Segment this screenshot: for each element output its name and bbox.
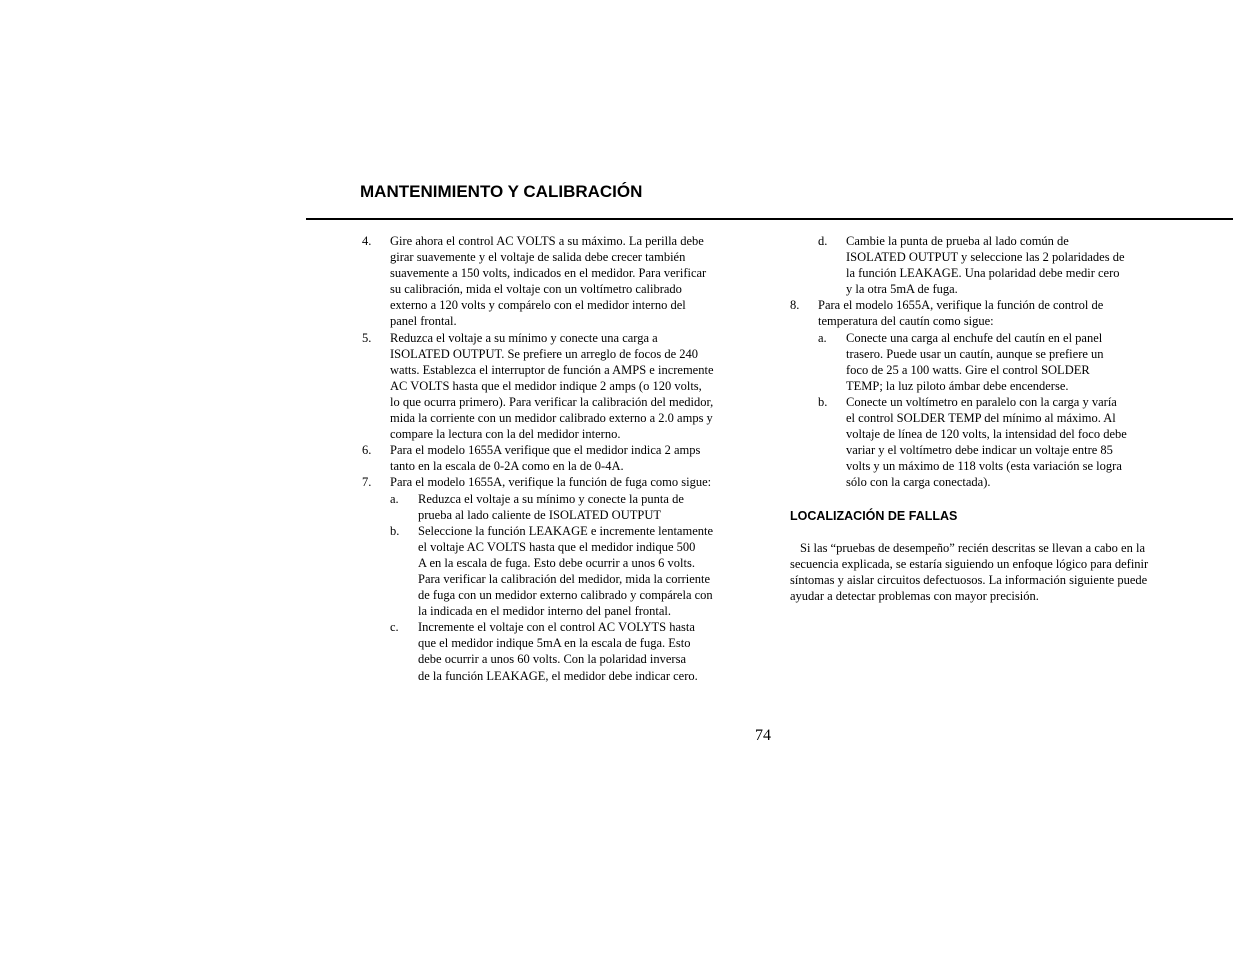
list-item-4 bbox=[362, 233, 762, 330]
item-number: 6. bbox=[362, 443, 372, 458]
text-line: Si las “pruebas de desempeño” recién descritas se llevan a cabo en la bbox=[800, 540, 1145, 555]
sub-item-a bbox=[818, 330, 1210, 394]
text-line: Para el modelo 1655A, verifique la función de fuga como sigue: bbox=[390, 475, 712, 490]
item-number: 8. bbox=[790, 298, 800, 313]
section-heading: LOCALIZACIÓN DE FALLAS bbox=[790, 508, 958, 523]
text-line: girar suavemente y el voltaje de salida debe crecer también bbox=[390, 250, 686, 265]
text-line: Reduzca el voltaje a su mínimo y conecte una carga a bbox=[390, 330, 658, 345]
text-line: Incremente el voltaje con el control AC VOLYTS hasta bbox=[418, 620, 695, 635]
item-number: 5. bbox=[362, 330, 372, 345]
header-rule bbox=[306, 218, 1233, 220]
sub-item-letter: b. bbox=[390, 523, 400, 538]
sub-item-letter: a. bbox=[818, 330, 827, 345]
text-line: trasero. Puede usar un cautín, aunque se prefiere un bbox=[846, 346, 1104, 361]
sub-item-b bbox=[390, 523, 762, 620]
text-line: panel frontal. bbox=[390, 314, 457, 329]
text-line: ISOLATED OUTPUT y seleccione las 2 polaridades de bbox=[846, 250, 1125, 265]
text-line: A en la escala de fuga. Esto debe ocurrir a unos 6 volts. bbox=[418, 555, 695, 570]
text-line: Conecte una carga al enchufe del cautín en el panel bbox=[846, 330, 1103, 345]
text-line: volts y un máximo de 118 volts (esta variación se logra bbox=[846, 459, 1122, 474]
text-line: la función LEAKAGE. Una polaridad debe medir cero bbox=[846, 266, 1120, 281]
text-line: suavemente a 150 volts, indicados en el medidor. Para verificar bbox=[390, 266, 707, 281]
text-line: Cambie la punta de prueba al lado común de bbox=[846, 234, 1069, 248]
item-text bbox=[390, 233, 762, 330]
list-item-5 bbox=[362, 330, 762, 443]
item-text bbox=[818, 297, 1210, 490]
text-line: su calibración, mida el voltaje con un voltímetro calibrado bbox=[390, 282, 682, 297]
list-item-7 bbox=[362, 474, 762, 683]
section-title: MANTENIMIENTO Y CALIBRACIÓN bbox=[360, 182, 643, 201]
text-line: compare la lectura con la del medidor interno. bbox=[390, 427, 621, 442]
text-line: foco de 25 a 100 watts. Gire el control SOLDER bbox=[846, 362, 1090, 377]
text-line: tanto en la escala de 0-2A como en la de 0-4A. bbox=[390, 459, 624, 474]
text-line: prueba al lado caliente de ISOLATED OUTPUT bbox=[418, 507, 661, 522]
text-line: lo que ocurra primero). Para verificar la calibración del medidor, bbox=[390, 394, 714, 409]
right-column bbox=[790, 233, 1210, 604]
text-line: Conecte un voltímetro en paralelo con la carga y varía bbox=[846, 394, 1117, 409]
page-number: 74 bbox=[755, 727, 771, 744]
text-line: Para el modelo 1655A verifique que el medidor indica 2 amps bbox=[390, 443, 701, 458]
text-line: Para el modelo 1655A, verifique la función de control de bbox=[818, 298, 1104, 313]
list-item-8 bbox=[790, 297, 1210, 490]
item-text bbox=[390, 442, 762, 474]
text-line: Seleccione la función LEAKAGE e incremente lentamente bbox=[418, 523, 714, 538]
sub-item-c bbox=[390, 619, 762, 683]
text-line: mida la corriente con un medidor calibrado externo a 2.0 amps y bbox=[390, 411, 713, 426]
text-line: Gire ahora el control AC VOLTS a su máximo. La perilla debe bbox=[390, 234, 704, 248]
text-line: externo a 120 volts y compárelo con el medidor interno del bbox=[390, 298, 686, 313]
text-line: watts. Establezca el interruptor de función a AMPS e incremente bbox=[390, 362, 714, 377]
text-line: debe ocurrir a unos 60 volts. Con la polaridad inversa bbox=[418, 652, 686, 667]
sub-item-letter: c. bbox=[390, 620, 399, 635]
item-number: 7. bbox=[362, 475, 372, 490]
section-paragraph bbox=[790, 540, 1210, 604]
item-text bbox=[390, 474, 762, 683]
sub-item-a bbox=[390, 491, 762, 523]
sub-item-d bbox=[790, 233, 1210, 297]
left-column bbox=[362, 233, 762, 684]
item-number: 4. bbox=[362, 234, 372, 248]
text-line: que el medidor indique 5mA en la escala de fuga. Esto bbox=[418, 636, 691, 651]
text-line: Para verificar la calibración del medidor, mida la corriente bbox=[418, 571, 711, 586]
text-line: ISOLATED OUTPUT. Se prefiere un arreglo de focos de 240 bbox=[390, 346, 699, 361]
text-line: de la función LEAKAGE, el medidor debe indicar cero. bbox=[418, 668, 698, 683]
text-line: secuencia explicada, se estaría siguiendo un enfoque lógico para definir bbox=[790, 556, 1149, 571]
text-line: TEMP; la luz piloto ámbar debe encenderse. bbox=[846, 378, 1069, 393]
sub-item-b bbox=[818, 394, 1210, 491]
item-text bbox=[846, 233, 1210, 297]
text-line: de fuga con un medidor externo calibrado y compárela con bbox=[418, 588, 713, 603]
sub-item-letter: b. bbox=[818, 394, 828, 409]
sub-item-letter: a. bbox=[390, 491, 399, 506]
text-line: Reduzca el voltaje a su mínimo y conecte la punta de bbox=[418, 491, 684, 506]
text-line: sólo con la carga conectada). bbox=[846, 475, 991, 490]
text-line: la indicada en el medidor interno del panel frontal. bbox=[418, 604, 672, 619]
text-line: voltaje de línea de 120 volts, la intensidad del foco debe bbox=[846, 427, 1127, 442]
text-line: síntomas y aislar circuitos defectuosos. La información siguiente puede bbox=[790, 572, 1148, 587]
text-line: y la otra 5mA de fuga. bbox=[846, 282, 958, 297]
text-line: temperatura del cautín como sigue: bbox=[818, 314, 994, 329]
text-line: variar y el voltímetro debe indicar un voltaje entre 85 bbox=[846, 443, 1113, 458]
text-line: AC VOLTS hasta que el medidor indique 2 amps (o 120 volts, bbox=[390, 378, 702, 393]
text-line: ayudar a detectar problemas con mayor precisión. bbox=[790, 588, 1039, 603]
list-item-6 bbox=[362, 442, 762, 474]
text-line: el voltaje AC VOLTS hasta que el medidor indique 500 bbox=[418, 539, 696, 554]
text-line: el control SOLDER TEMP del mínimo al máximo. Al bbox=[846, 411, 1116, 426]
item-text bbox=[390, 330, 762, 443]
sub-item-letter: d. bbox=[818, 234, 828, 248]
